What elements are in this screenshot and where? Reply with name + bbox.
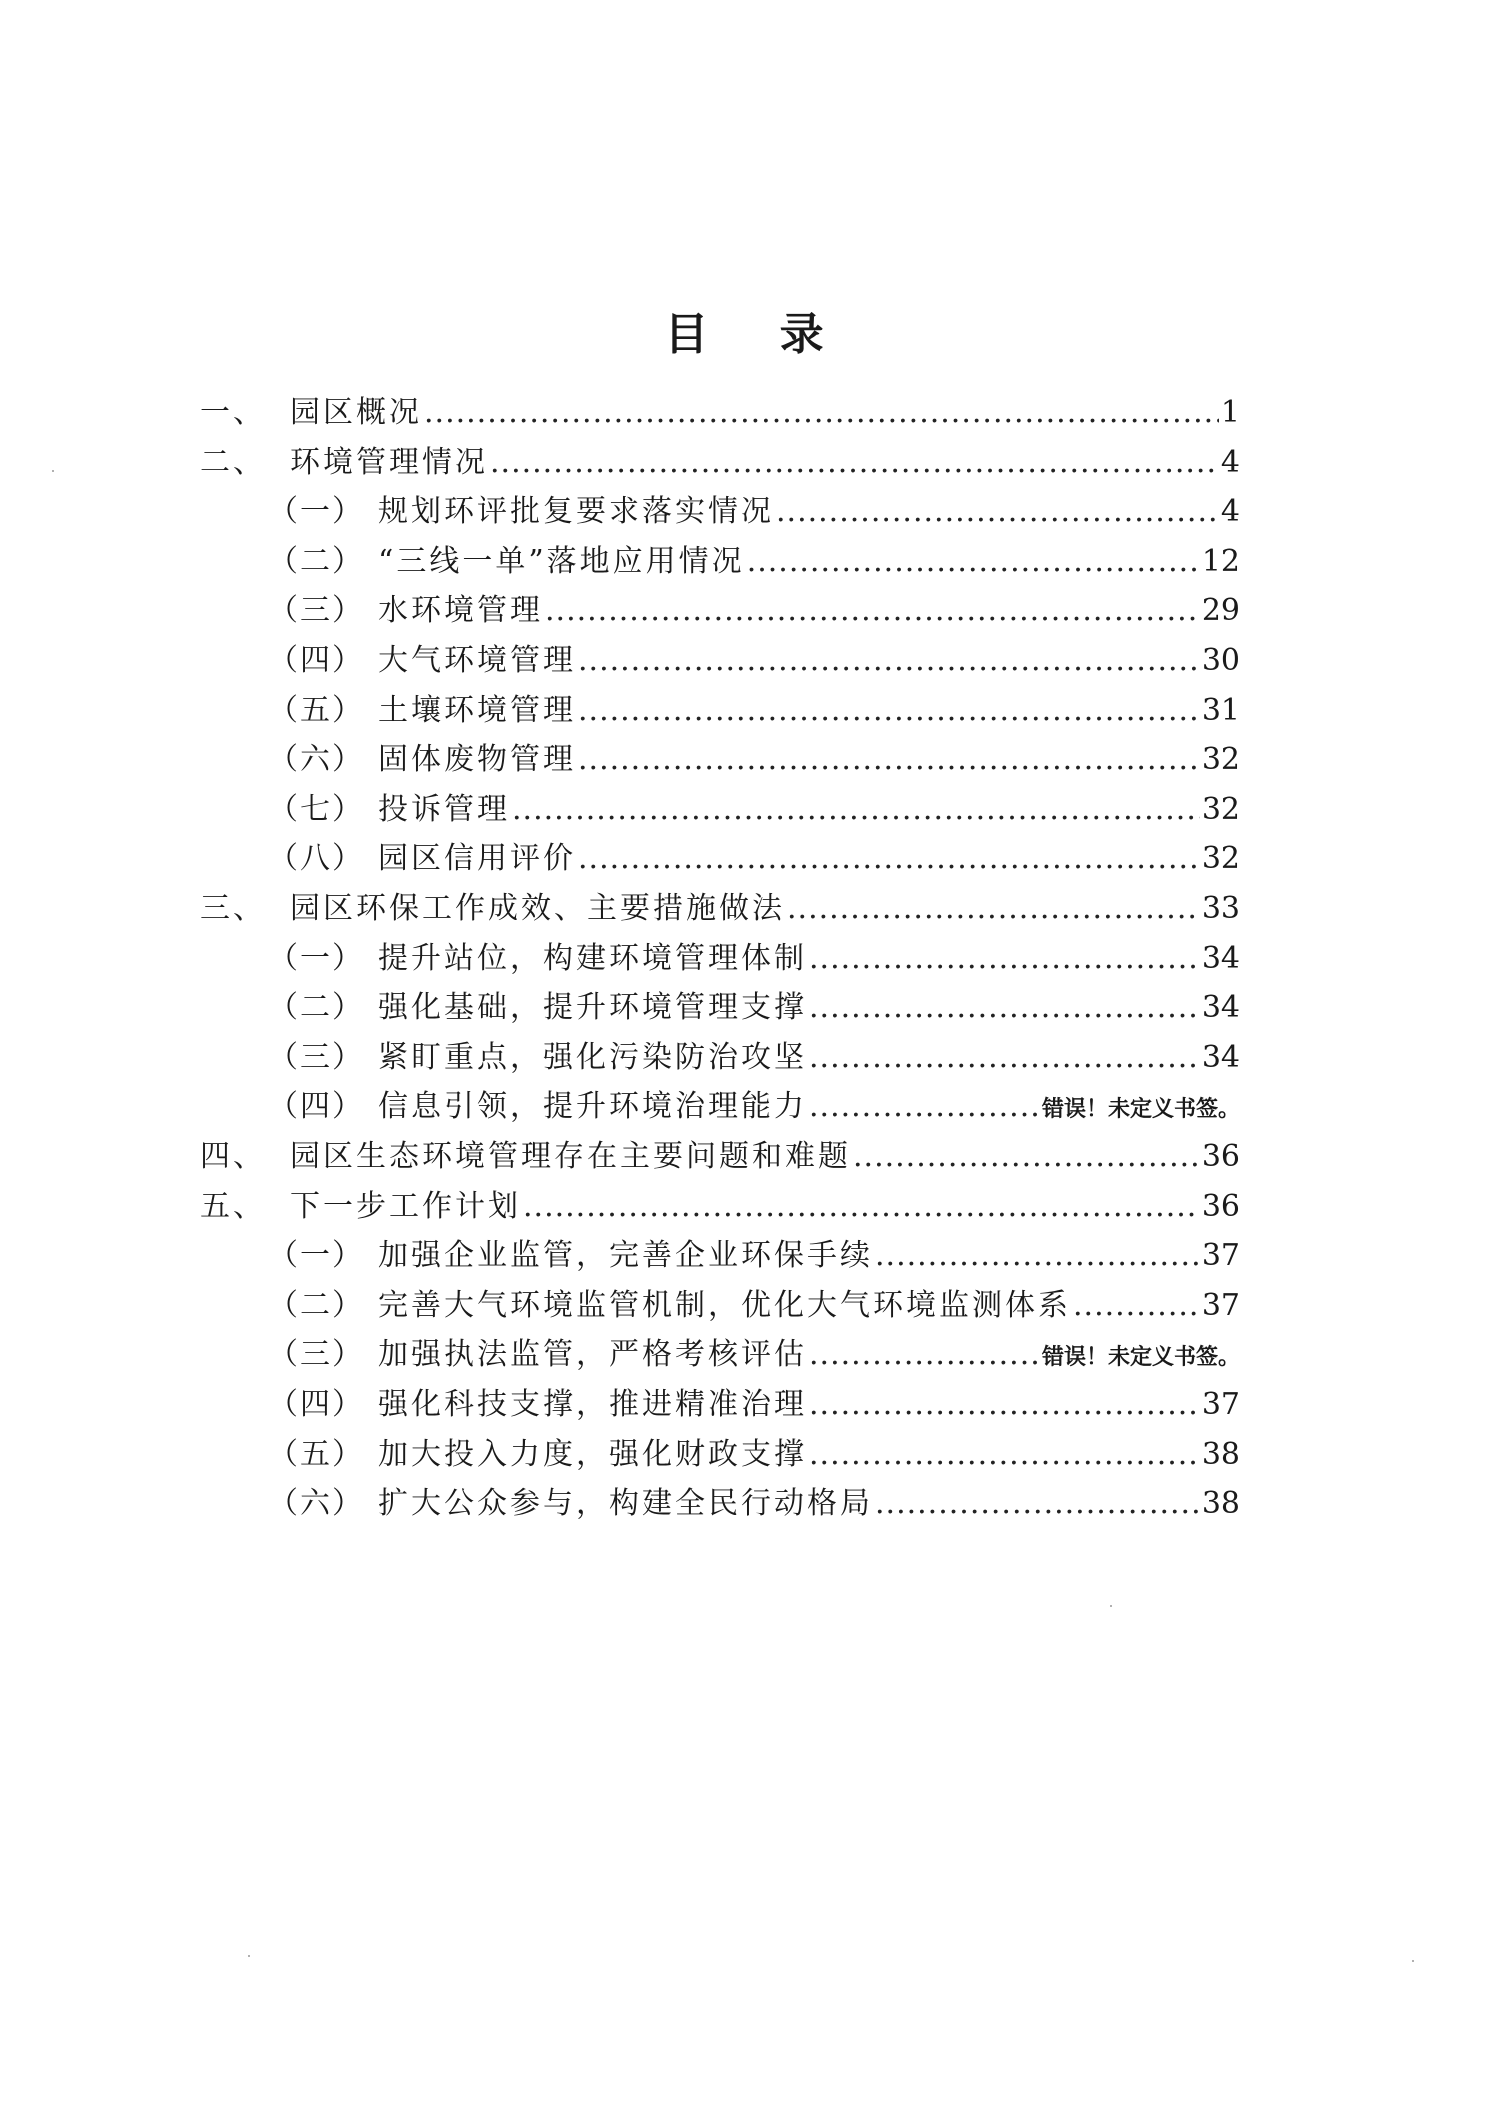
toc-entry-number: 四、 [200, 1139, 266, 1174]
toc-leader-dots [875, 1479, 1200, 1529]
toc-entry-page-number: 33 [1201, 891, 1240, 926]
toc-leader-dots [578, 834, 1200, 884]
toc-entry-number: （八） [268, 841, 364, 877]
scan-speck [52, 470, 54, 472]
toc-entry-label: 加强执法监管，严格考核评估 [378, 1337, 807, 1373]
toc-leader-dots [875, 1231, 1200, 1281]
toc-entry-page-number: 38 [1201, 1486, 1240, 1522]
toc-entry-label: 完善大气环境监管机制，优化大气环境监测体系 [378, 1287, 1071, 1323]
toc-entry-label: 下一步工作计划 [290, 1188, 521, 1224]
toc-leader-dots [578, 636, 1200, 686]
toc-entry-label: 园区环保工作成效、主要措施做法 [290, 891, 785, 926]
toc-entry[interactable] [268, 983, 1240, 1033]
toc-entry-label: 园区概况 [290, 395, 422, 430]
toc-entry-label: 土壤环境管理 [378, 692, 576, 728]
toc-leader-dots [1073, 1281, 1200, 1331]
toc-entry[interactable] [268, 934, 1240, 984]
toc-entry[interactable] [268, 1330, 1240, 1380]
toc-entry-page-number: 38 [1201, 1436, 1240, 1472]
toc-entry-number: 五、 [200, 1188, 266, 1224]
scan-speck [248, 1955, 250, 1957]
toc-entry-number: 二、 [200, 444, 266, 480]
toc-entry-number: （二） [268, 990, 364, 1026]
toc-leader-dots [490, 438, 1219, 488]
toc-entry-number: （二） [268, 543, 364, 579]
toc-entry-page-number: 30 [1201, 643, 1240, 678]
toc-entry-page-number: 36 [1201, 1139, 1240, 1174]
toc-entry[interactable] [200, 1132, 1240, 1182]
toc-entry-number: （七） [268, 791, 364, 827]
toc-entry-page-number: 37 [1201, 1387, 1240, 1422]
toc-entry-number: （四） [268, 643, 364, 678]
toc-entry[interactable] [268, 1479, 1240, 1529]
toc-entry-label: 加大投入力度，强化财政支撑 [378, 1436, 807, 1472]
toc-leader-dots [809, 1330, 1040, 1380]
toc-leader-dots [424, 388, 1219, 438]
toc-entry-bookmark-error: 错误！未定义书签。 [1041, 1097, 1240, 1123]
toc-entry-number: （二） [268, 1287, 364, 1323]
toc-entry-label: 大气环境管理 [378, 643, 576, 678]
toc-entry[interactable] [200, 884, 1240, 934]
toc-entry-page-number: 32 [1201, 841, 1240, 877]
toc-entry-page-number: 37 [1201, 1287, 1240, 1323]
toc-leader-dots [545, 586, 1200, 636]
toc-entry[interactable] [268, 735, 1240, 785]
toc-entry-bookmark-error: 错误！未定义书签。 [1041, 1345, 1240, 1371]
toc-entry-page-number: 31 [1201, 692, 1240, 728]
toc-entry-label: 规划环评批复要求落实情况 [378, 494, 774, 530]
toc-leader-dots [809, 1380, 1200, 1430]
toc-entry-label: 水环境管理 [378, 593, 543, 629]
toc-entry[interactable] [268, 834, 1240, 884]
toc-leader-dots [512, 785, 1200, 835]
toc-entry-number: 三、 [200, 891, 266, 926]
toc-entry-number: （一） [268, 940, 364, 976]
toc-entry-label: 强化科技支撑，推进精准治理 [378, 1387, 807, 1422]
toc-entry[interactable] [200, 1182, 1240, 1232]
toc-entry-number: （五） [268, 1436, 364, 1472]
toc-entry-page-number: 34 [1201, 1039, 1240, 1075]
toc-entry-page-number: 34 [1201, 940, 1240, 976]
toc-entry[interactable] [200, 388, 1240, 438]
toc-entry[interactable] [268, 636, 1240, 686]
toc-entry[interactable] [268, 537, 1240, 587]
toc-entry-page-number: 34 [1201, 990, 1240, 1026]
toc-entry-number: （四） [268, 1089, 364, 1125]
toc-leader-dots [578, 686, 1200, 736]
toc-entry[interactable] [268, 785, 1240, 835]
toc-entry-number: （一） [268, 494, 364, 530]
scan-speck [1110, 1605, 1112, 1607]
toc-leader-dots [809, 934, 1200, 984]
toc-entry-label: 固体废物管理 [378, 742, 576, 778]
toc-entry-label: 园区生态环境管理存在主要问题和难题 [290, 1139, 851, 1174]
toc-entry[interactable] [268, 586, 1240, 636]
toc-entry-number: （六） [268, 742, 364, 778]
toc-entry[interactable] [268, 1281, 1240, 1331]
toc-entry-page-number: 12 [1201, 543, 1240, 579]
toc-entry-number: （三） [268, 1039, 364, 1075]
toc-entry-label: 加强企业监管，完善企业环保手续 [378, 1238, 873, 1274]
toc-entry-page-number: 4 [1220, 444, 1240, 480]
toc-entry-page-number: 32 [1201, 791, 1240, 827]
toc-entry-label: 环境管理情况 [290, 444, 488, 480]
toc-entry[interactable] [268, 1231, 1240, 1281]
toc-entry-number: （五） [268, 692, 364, 728]
toc-leader-dots [787, 884, 1200, 934]
toc-entry-label: 投诉管理 [378, 791, 510, 827]
toc-entry-page-number: 36 [1201, 1188, 1240, 1224]
toc-entry-page-number: 37 [1201, 1238, 1240, 1274]
toc-entry[interactable] [268, 686, 1240, 736]
toc-entry[interactable] [268, 1380, 1240, 1430]
toc-entry-number: （三） [268, 593, 364, 629]
toc-entry-page-number: 4 [1220, 494, 1240, 530]
toc-entry[interactable] [268, 1082, 1240, 1132]
toc-leader-dots [853, 1132, 1200, 1182]
toc-entry[interactable] [268, 1430, 1240, 1480]
toc-entry-number: （三） [268, 1337, 364, 1373]
toc-entry-label: 信息引领，提升环境治理能力 [378, 1089, 807, 1125]
toc-leader-dots [809, 1430, 1200, 1480]
toc-entry-page-number: 1 [1220, 395, 1240, 430]
toc-entry-number: （四） [268, 1387, 364, 1422]
toc-leader-dots [776, 487, 1219, 537]
toc-entry-number: 一、 [200, 395, 266, 430]
toc-entry[interactable] [268, 1033, 1240, 1083]
toc-entry-page-number: 29 [1201, 593, 1240, 629]
scan-speck [1412, 1960, 1414, 1962]
toc-entry[interactable] [200, 438, 1240, 488]
toc-leader-dots [809, 1082, 1040, 1132]
toc-entry-label: 提升站位，构建环境管理体制 [378, 940, 807, 976]
toc-entry-label: 扩大公众参与，构建全民行动格局 [378, 1486, 873, 1522]
toc-entry-label: 园区信用评价 [378, 841, 576, 877]
toc-title: 目 录 [664, 309, 852, 360]
toc-entry-number: （一） [268, 1238, 364, 1274]
toc-leader-dots [809, 1033, 1200, 1083]
toc-entry[interactable] [268, 487, 1240, 537]
toc-entry-label: 紧盯重点，强化污染防治攻坚 [378, 1039, 807, 1075]
toc-entry-number: （六） [268, 1486, 364, 1522]
toc-leader-dots [578, 735, 1200, 785]
toc-entry-label: “三线一单”落地应用情况 [378, 543, 745, 579]
toc-entry-label: 强化基础，提升环境管理支撑 [378, 990, 807, 1026]
toc-leader-dots [747, 537, 1200, 587]
toc-leader-dots [523, 1182, 1200, 1232]
toc-leader-dots [809, 983, 1200, 1033]
toc-entry-page-number: 32 [1201, 742, 1240, 778]
